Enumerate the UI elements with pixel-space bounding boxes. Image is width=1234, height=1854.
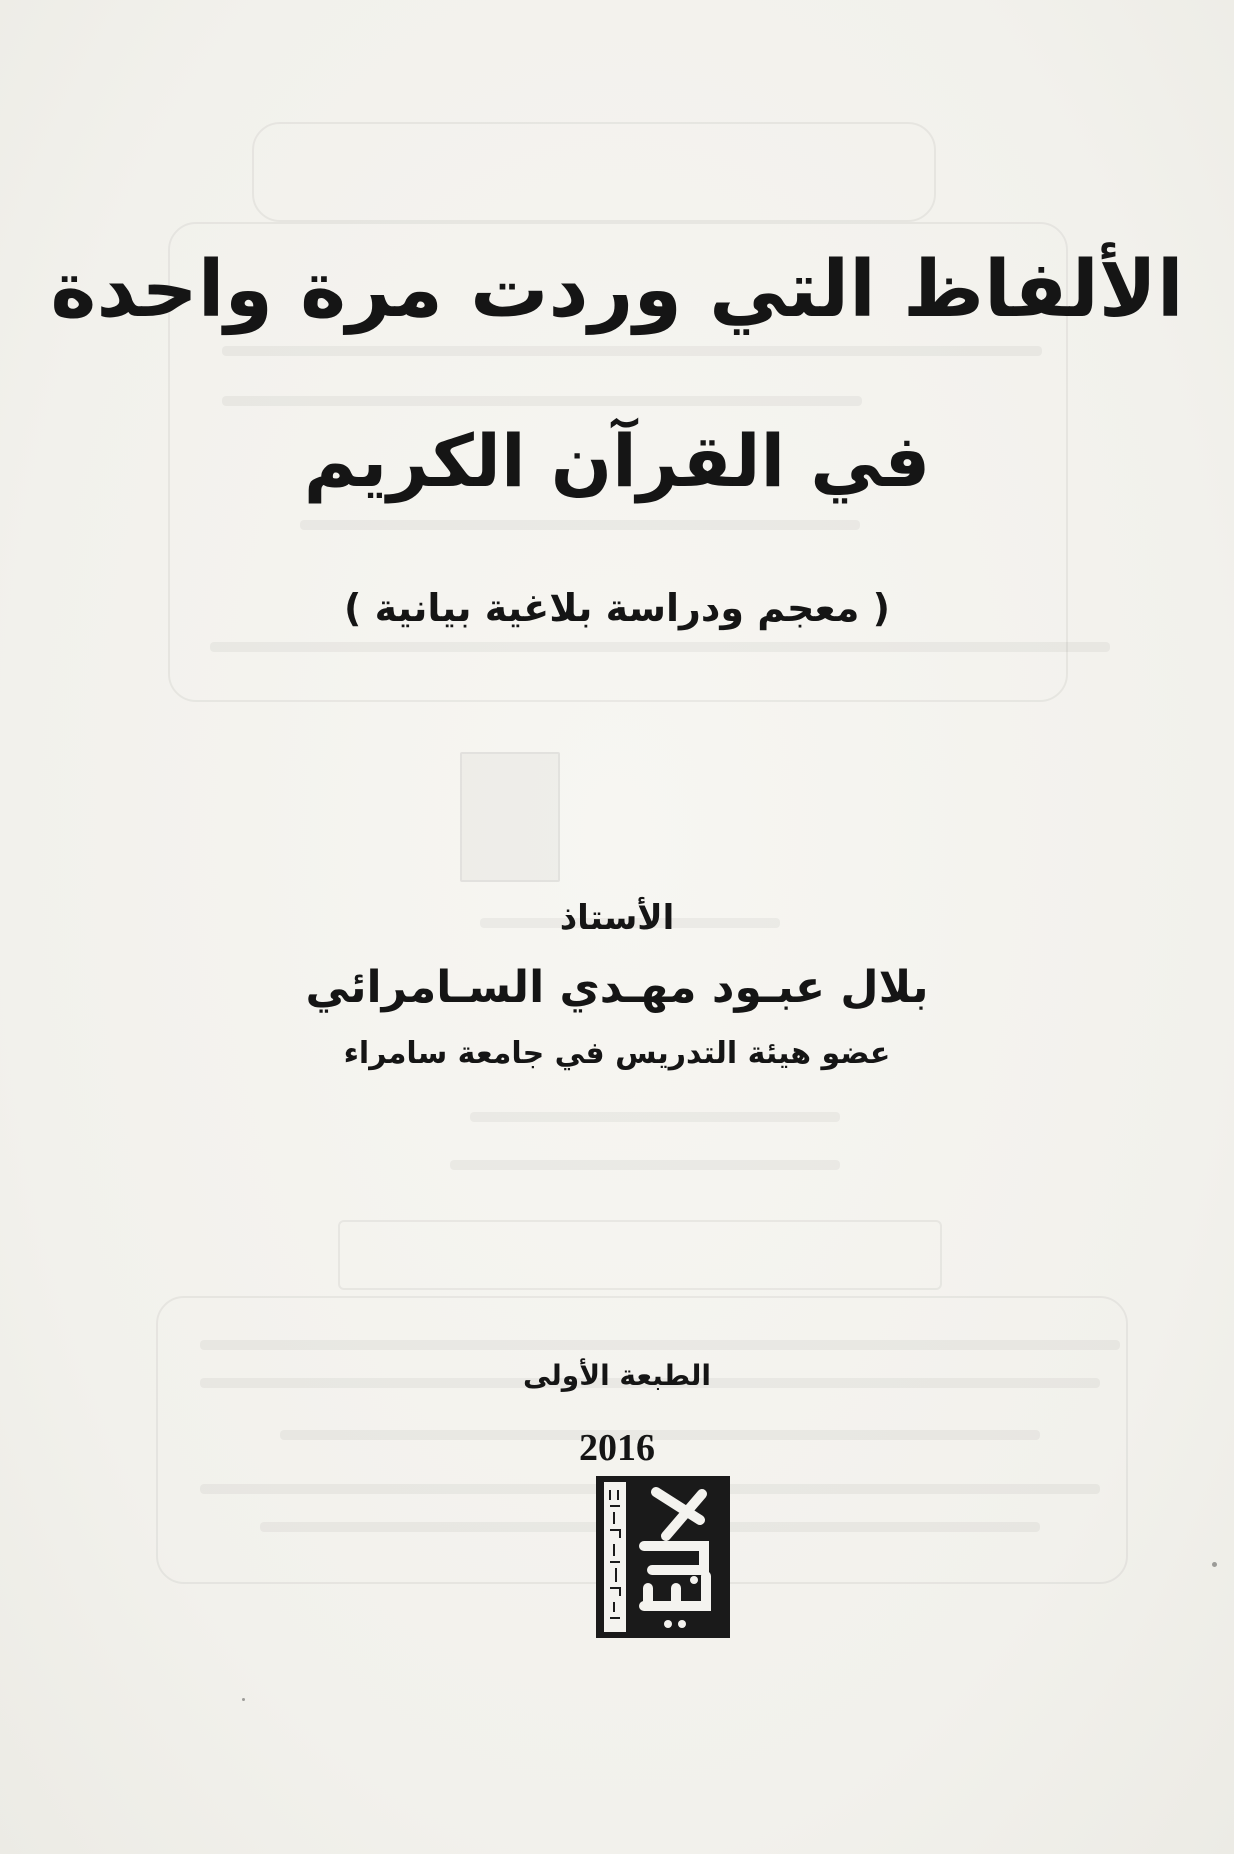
scan-speck [242,1698,245,1701]
book-subtitle: ( معجم ودراسة بلاغية بيانية ) [344,586,890,630]
bleed-through-box-isbn [338,1220,942,1290]
bleed-through-line [450,1160,840,1170]
publication-year: 2016 [579,1427,655,1469]
bleed-through-line [222,396,862,406]
book-title-line-1: الألفاظ التي وردت مرة واحدة [50,245,1184,335]
bleed-through-logo [460,752,560,882]
bleed-through-box-top [252,122,936,222]
bleed-through-line [470,1112,840,1122]
author-name: بلال عبـود مهـدي السـامرائي [305,962,929,1013]
author-affiliation: عضو هيئة التدريس في جامعة سامراء [343,1036,891,1071]
author-title: الأستاذ [559,898,675,938]
bleed-through-line [300,520,860,530]
edition-label: الطبعة الأولى [522,1359,712,1392]
book-title-line-2: في القرآن الكريم [303,419,931,503]
bleed-through-line [222,346,1042,356]
bleed-through-line [210,642,1110,652]
publisher-logo [596,1476,730,1638]
bleed-through-line [200,1340,1120,1350]
scan-speck [1212,1562,1217,1567]
